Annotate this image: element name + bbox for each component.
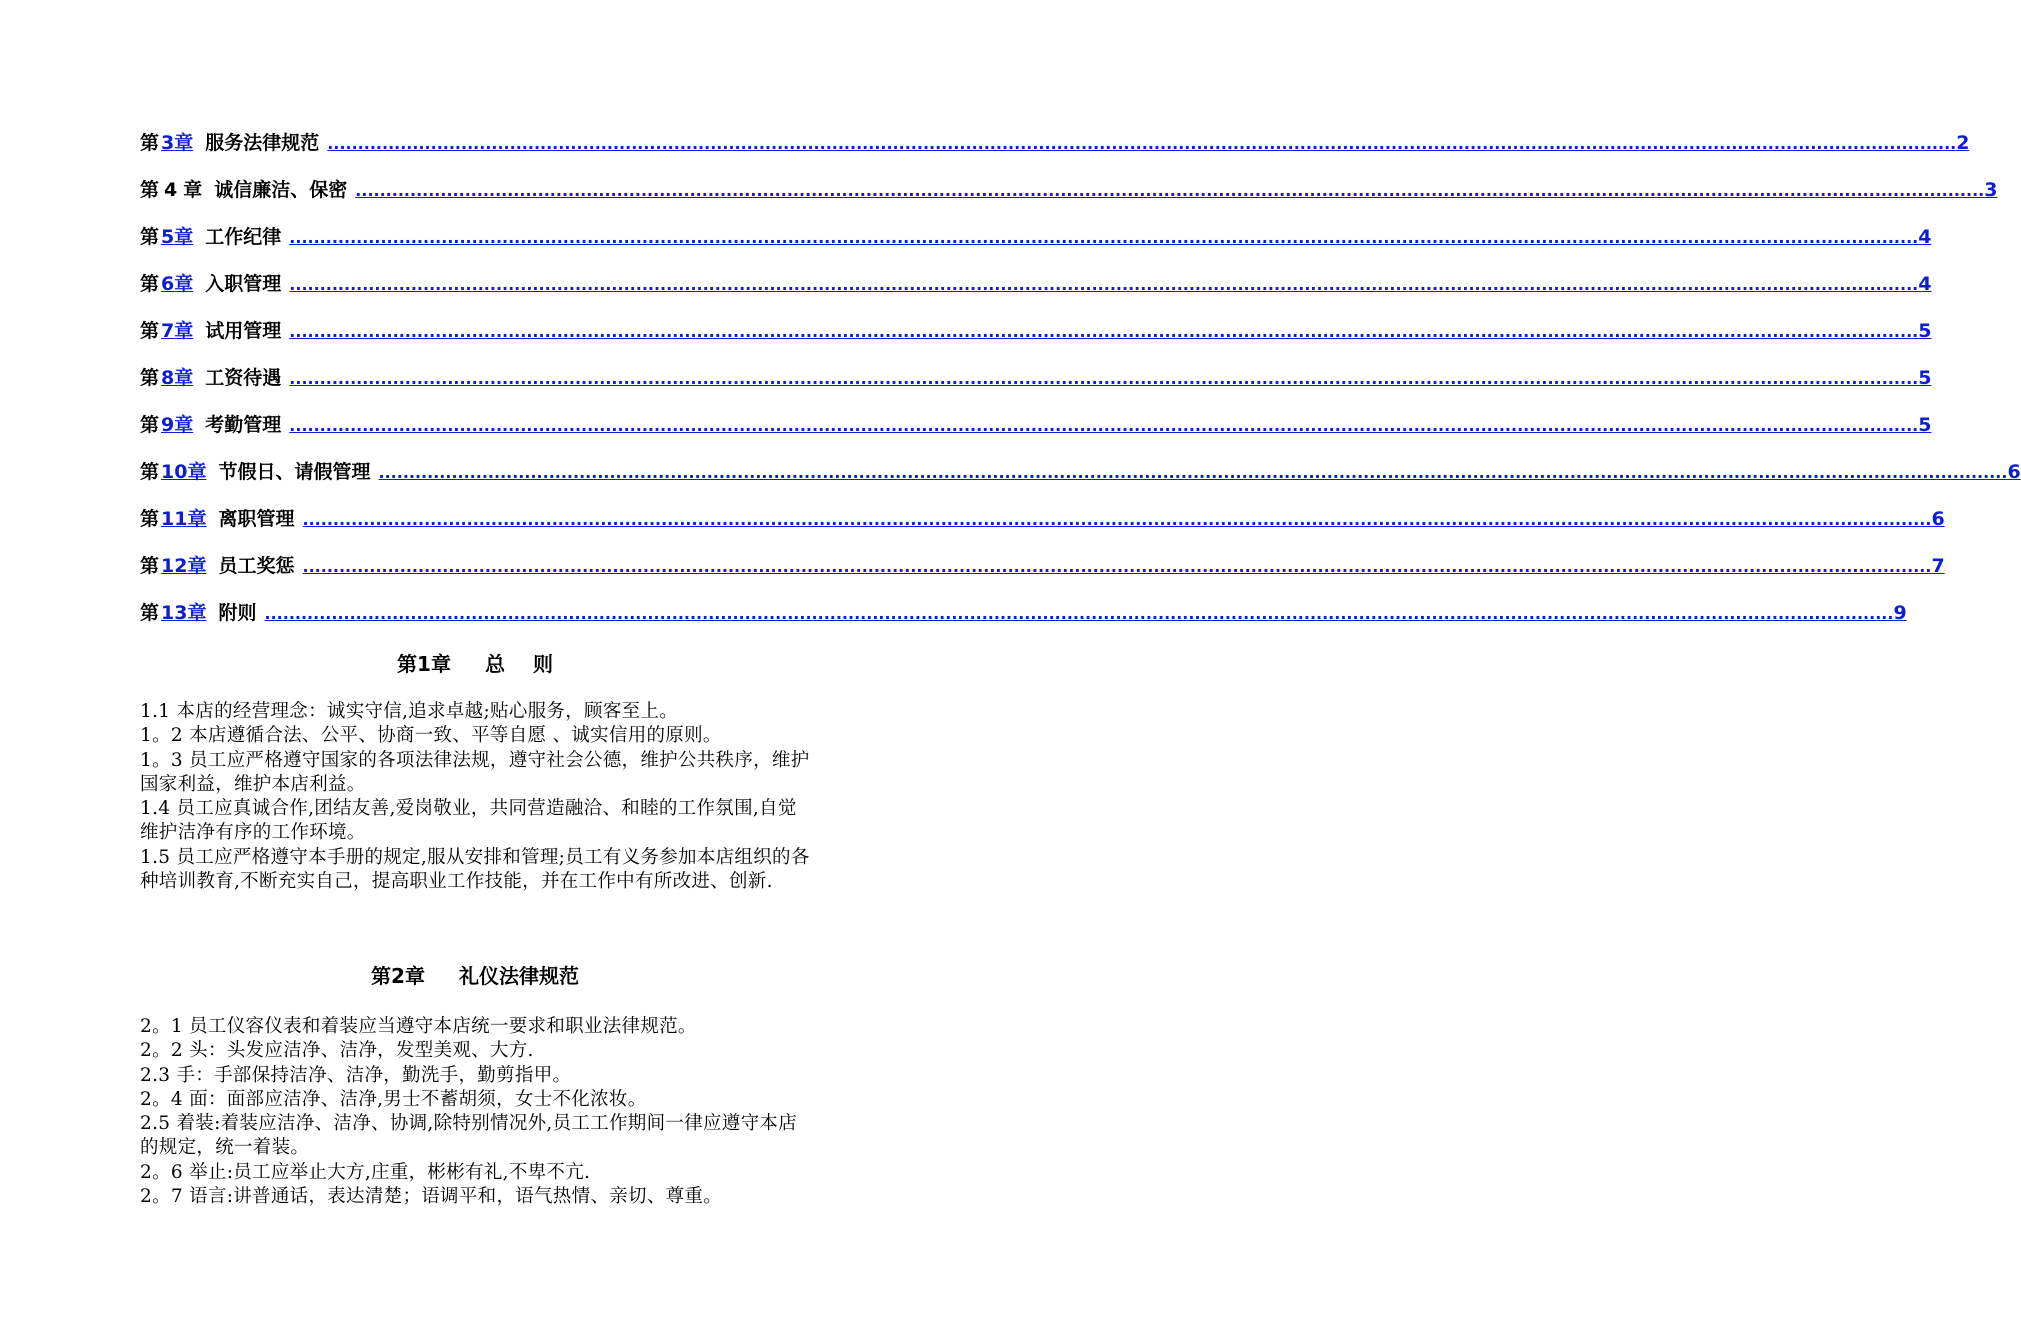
toc-entry[interactable] xyxy=(140,551,1945,598)
toc-page-number[interactable]: 6 xyxy=(1931,508,1945,530)
toc-chapter-label xyxy=(164,175,202,202)
toc-leader-dots[interactable]: ............................................................................................................................................................................................................................................................................ xyxy=(302,510,1932,529)
paragraph: 1.1 本店的经营理念：诚实守信,追求卓越;贴心服务，顾客至上。 xyxy=(140,701,679,722)
chapter-2-number: 第2章 xyxy=(371,964,425,988)
toc-entry-prefix: 第 xyxy=(140,132,160,154)
toc-chapter-suffix: 章 xyxy=(187,555,207,577)
toc-entry-title: 员工奖惩 xyxy=(218,555,295,577)
toc-chapter-link[interactable] xyxy=(161,457,206,484)
toc-entry[interactable] xyxy=(140,222,1932,269)
toc-leader-dots[interactable]: ............................................................................................................................................................................................................................................................................ xyxy=(289,228,1919,247)
toc-chapter-link[interactable] xyxy=(161,128,193,155)
toc-chapter-suffix: 章 xyxy=(174,367,194,389)
toc-chapter-number: 4 xyxy=(164,179,178,201)
chapter-1-number: 第1章 xyxy=(397,652,451,676)
toc-entry[interactable] xyxy=(140,363,1932,410)
toc-entry[interactable] xyxy=(140,175,1998,222)
toc-chapter-number: 10 xyxy=(161,461,188,483)
toc-chapter-link[interactable] xyxy=(161,269,193,296)
toc-page-number[interactable]: 4 xyxy=(1918,226,1932,248)
chapter-1-body xyxy=(140,700,812,894)
toc-entry[interactable] xyxy=(140,269,1932,316)
toc-chapter-number: 5 xyxy=(161,226,175,248)
paragraph: 2.5 着装:着装应洁净、洁净、协调,除特别情况外,员工工作期间一律应遵守本店的规定，统一着装。 xyxy=(140,1113,797,1159)
paragraph: 2。1 员工仪容仪表和着装应当遵守本店统一要求和职业法律规范。 xyxy=(140,1016,697,1037)
toc-entry[interactable] xyxy=(140,128,1970,175)
paragraph: 1.5 员工应严格遵守本手册的规定,服从安排和管理;员工有义务参加本店组织的各种培训教育,不断充实自己，提高职业工作技能，并在工作中有所改进、创新. xyxy=(140,846,810,893)
toc-page-number[interactable]: 9 xyxy=(1893,602,1907,624)
table-of-contents xyxy=(140,128,2021,645)
chapter-2-title: 礼仪法律规范 xyxy=(458,964,579,988)
toc-chapter-suffix: 章 xyxy=(174,320,194,342)
toc-entry[interactable] xyxy=(140,598,1907,645)
toc-chapter-suffix: 章 xyxy=(187,508,207,530)
paragraph: 2。4 面：面部应洁净、洁净,男士不蓄胡须，女士不化浓妆。 xyxy=(140,1088,647,1110)
toc-leader-dots[interactable]: ............................................................................................................................................................................................................................................................................ xyxy=(289,369,1919,388)
toc-chapter-number: 3 xyxy=(161,132,175,154)
toc-entry-title: 服务法律规范 xyxy=(205,132,320,154)
toc-page-number[interactable]: 5 xyxy=(1918,414,1932,436)
toc-entry-title: 节假日、请假管理 xyxy=(218,461,371,483)
toc-chapter-suffix: 章 xyxy=(174,226,194,248)
toc-chapter-suffix: 章 xyxy=(183,179,203,201)
toc-entry-prefix: 第 xyxy=(140,226,160,248)
toc-entry-prefix: 第 xyxy=(140,461,160,483)
toc-page-number[interactable]: 5 xyxy=(1918,367,1932,389)
toc-page-number[interactable]: 5 xyxy=(1918,320,1932,342)
toc-chapter-suffix: 章 xyxy=(187,602,207,624)
toc-chapter-number: 9 xyxy=(161,414,175,436)
paragraph: 2.3 手：手部保持洁净、洁净，勤洗手，勤剪指甲。 xyxy=(140,1064,572,1086)
toc-chapter-number: 7 xyxy=(161,320,175,342)
chapter-2-heading xyxy=(0,960,950,989)
chapter-1-heading xyxy=(0,648,950,677)
toc-entry-title: 工资待遇 xyxy=(205,367,282,389)
toc-chapter-suffix: 章 xyxy=(187,461,207,483)
toc-entry[interactable] xyxy=(140,457,2021,504)
toc-chapter-link[interactable] xyxy=(161,316,193,343)
toc-chapter-link[interactable] xyxy=(161,222,193,249)
toc-leader-dots[interactable]: ............................................................................................................................................................................................................................................................................ xyxy=(264,604,1894,623)
toc-page-number[interactable]: 2 xyxy=(1956,132,1970,154)
toc-entry-title: 工作纪律 xyxy=(205,226,282,248)
toc-entry[interactable] xyxy=(140,410,1932,457)
toc-entry-prefix: 第 xyxy=(140,555,160,577)
toc-page-number[interactable]: 6 xyxy=(2007,461,2021,483)
paragraph: 2。2 头：头发应洁净、洁净，发型美观、大方. xyxy=(140,1040,534,1062)
toc-leader-dots[interactable]: ............................................................................................................................................................................................................................................................................ xyxy=(378,463,2008,482)
toc-chapter-suffix: 章 xyxy=(174,414,194,436)
toc-leader-dots[interactable]: ............................................................................................................................................................................................................................................................................ xyxy=(355,181,1985,200)
toc-entry-title: 诚信廉洁、保密 xyxy=(214,179,348,201)
toc-page-number[interactable]: 3 xyxy=(1984,179,1998,201)
toc-entry[interactable] xyxy=(140,316,1932,363)
toc-entry-prefix: 第 xyxy=(140,414,160,436)
toc-chapter-link[interactable] xyxy=(161,504,206,531)
toc-leader-dots[interactable]: ............................................................................................................................................................................................................................................................................ xyxy=(302,557,1932,576)
toc-entry-title: 试用管理 xyxy=(205,320,282,342)
toc-entry-title: 入职管理 xyxy=(205,273,282,295)
toc-entry-prefix: 第 xyxy=(140,273,160,295)
toc-entry-prefix: 第 xyxy=(140,179,160,201)
toc-entry-prefix: 第 xyxy=(140,508,160,530)
toc-entry-title: 附则 xyxy=(218,602,257,624)
toc-entry[interactable] xyxy=(140,504,1945,551)
paragraph: 1。2 本店遵循合法、公平、协商一致、平等自愿 、诚实信用的原则。 xyxy=(140,725,722,747)
toc-chapter-number: 8 xyxy=(161,367,175,389)
paragraph: 2。7 语言:讲普通话，表达清楚；语调平和，语气热情、亲切、尊重。 xyxy=(140,1186,723,1208)
toc-chapter-link[interactable] xyxy=(161,551,206,578)
toc-entry-prefix: 第 xyxy=(140,320,160,342)
toc-leader-dots[interactable]: ............................................................................................................................................................................................................................................................................ xyxy=(289,275,1919,294)
toc-leader-dots[interactable]: ............................................................................................................................................................................................................................................................................ xyxy=(327,134,1957,153)
paragraph: 1。3 员工应严格遵守国家的各项法律法规，遵守社会公德，维护公共秩序，维护国家利益，维护本店利益。 xyxy=(140,749,810,795)
toc-entry-title: 离职管理 xyxy=(218,508,295,530)
toc-chapter-link[interactable] xyxy=(161,363,193,390)
toc-chapter-link[interactable] xyxy=(161,410,193,437)
toc-chapter-link[interactable] xyxy=(161,598,206,625)
toc-leader-dots[interactable]: ............................................................................................................................................................................................................................................................................ xyxy=(289,416,1919,435)
chapter-1-title-part1: 总 xyxy=(484,652,505,676)
chapter-2-body xyxy=(140,1015,812,1209)
toc-chapter-number: 11 xyxy=(161,508,188,530)
toc-chapter-suffix: 章 xyxy=(174,132,194,154)
toc-entry-title: 考勤管理 xyxy=(205,414,282,436)
toc-entry-prefix: 第 xyxy=(140,602,160,624)
paragraph: 2。6 举止:员工应举止大方,庄重，彬彬有礼,不卑不亢. xyxy=(140,1161,591,1183)
toc-chapter-number: 6 xyxy=(161,273,175,295)
paragraph: 1.4 员工应真诚合作,团结友善,爱岗敬业，共同营造融洽、和睦的工作氛围,自觉维护洁净有序的工作环境。 xyxy=(140,798,797,844)
toc-page-number[interactable]: 7 xyxy=(1931,555,1945,577)
chapter-1-title-part2: 则 xyxy=(532,652,553,676)
toc-entry-prefix: 第 xyxy=(140,367,160,389)
toc-chapter-suffix: 章 xyxy=(174,273,194,295)
toc-chapter-number: 12 xyxy=(161,555,188,577)
toc-chapter-number: 13 xyxy=(161,602,188,624)
toc-leader-dots[interactable]: ............................................................................................................................................................................................................................................................................ xyxy=(289,322,1919,341)
toc-page-number[interactable]: 4 xyxy=(1918,273,1932,295)
